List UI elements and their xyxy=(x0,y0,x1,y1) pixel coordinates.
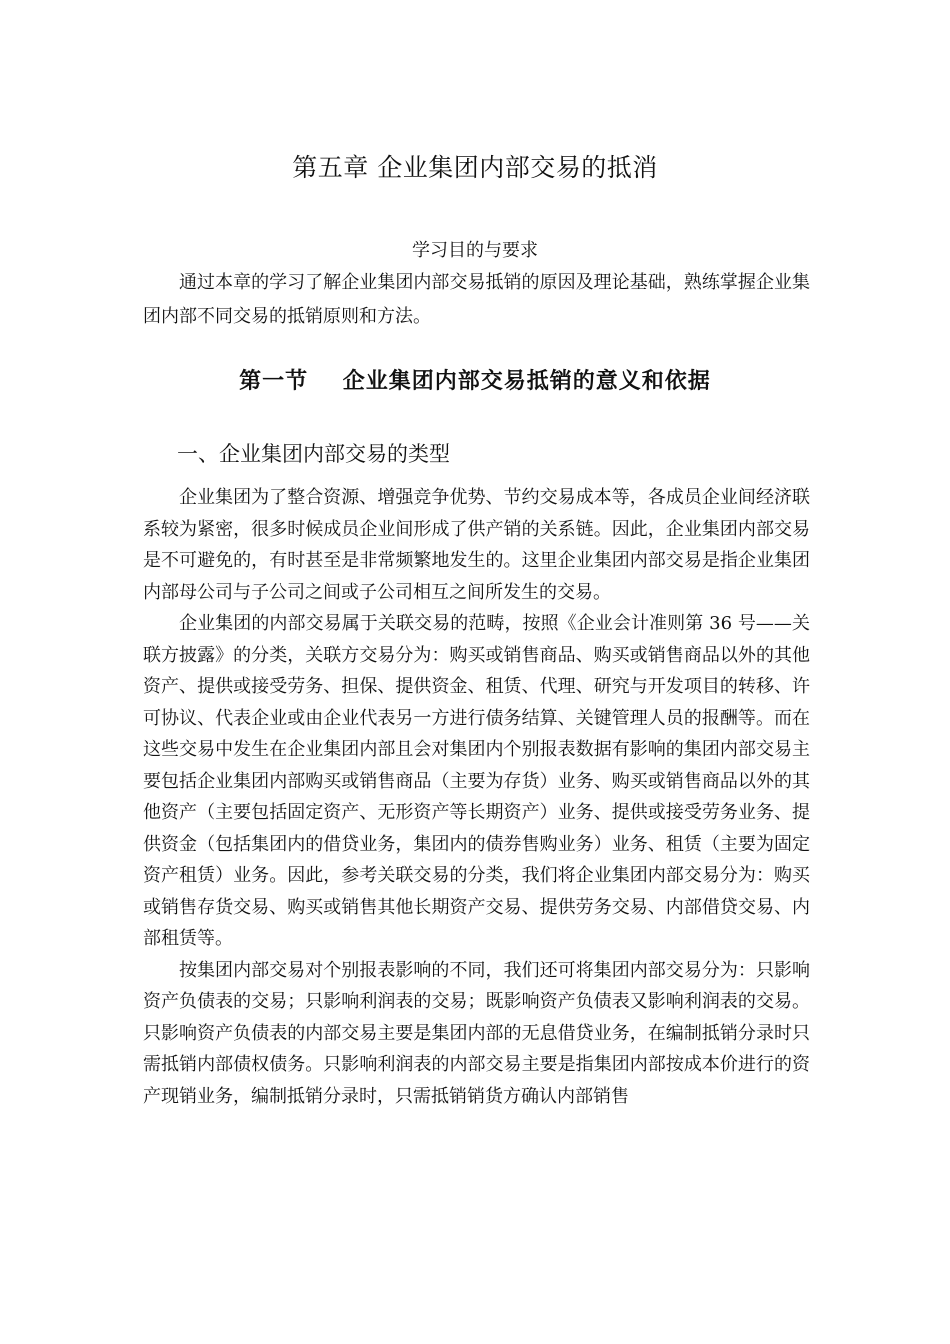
subsection-title: 一、企业集团内部交易的类型 xyxy=(177,442,450,466)
objectives-heading: 学习目的与要求 xyxy=(412,240,538,261)
body-paragraph: 按集团内部交易对个别报表影响的不同，我们还可将集团内部交易分为：只影响资产负债表的交易；只影响利润表的交易；既影响资产负债表又影响利润表的交易。只影响资产负债表的内部交易主要是集团内部的无息借贷业务，在编制抵销分录时只需抵销内部债权债务。只影响利润表的内部交易主要是指集团内部按成本价进行的资产现销业务，编制抵销分录时，只需抵销销货方确认内部销售 xyxy=(143,959,810,1107)
body-paragraph: 企业集团的内部交易属于关联交易的范畴，按照《企业会计准则第 36 号——关联方披露》的分类，关联方交易分为：购买或销售商品、购买或销售商品以外的其他资产、提供或接受劳务、担保、提供资金、租赁、代理、研究与开发项目的转移、许可协议、代表企业或由企业代表另一方进行债务结算、关键管理人员的报酬等。而在这些交易中发生在企业集团内部且会对集团内个别报表数据有影响的集团内部交易主要包括企业集团内部购买或销售商品（主要为存货）业务、购买或销售商品以外的其他资产（主要包括固定资产、无形资产等长期资产）业务、提供或接受劳务业务、提供资金（包括集团内的借贷业务，集团内的债券售购业务）业务、租赁（主要为固定资产租赁）业务。因此，参考关联交易的分类，我们将企业集团内部交易分为：购买或销售存货交易、购买或销售其他长期资产交易、提供劳务交易、内部借贷交易、内部租赁等。 xyxy=(143,613,810,949)
body-paragraph: 企业集团为了整合资源、增强竞争优势、节约交易成本等，各成员企业间经济联系较为紧密，很多时候成员企业间形成了供产销的关系链。因此，企业集团内部交易是不可避免的，有时甚至是非常频繁地发生的。这里企业集团内部交易是指企业集团内部母公司与子公司之间或子公司相互之间所发生的交易。 xyxy=(143,487,810,603)
chapter-title: 第五章 企业集团内部交易的抵消 xyxy=(292,153,658,182)
section-title: 第一节 企业集团内部交易抵销的意义和依据 xyxy=(239,369,711,394)
body-text xyxy=(143,482,810,1112)
objectives-paragraph: 通过本章的学习了解企业集团内部交易抵销的原因及理论基础，熟练掌握企业集团内部不同交易的抵销原则和方法。 xyxy=(143,272,810,327)
